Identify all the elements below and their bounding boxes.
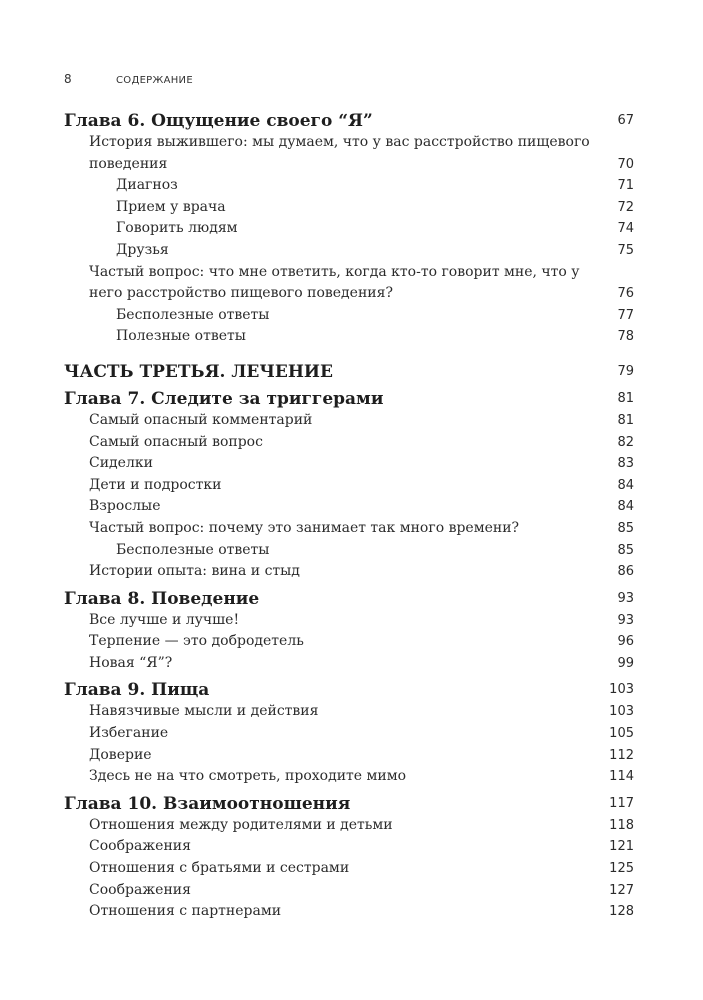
toc-entry-page: 121	[609, 839, 634, 855]
toc-entry-page: 85	[617, 520, 634, 536]
toc-section-entry	[64, 745, 634, 767]
toc-entry-page: 78	[617, 329, 634, 345]
toc-section-entry	[64, 880, 634, 902]
toc-entry-page: 84	[617, 499, 634, 515]
toc-section-entry	[64, 410, 634, 432]
toc-entry-title: Частый вопрос: что мне ответить, когда кто-то говорит мне, что у него расстройство пищевого поведения?	[89, 263, 580, 302]
toc-section-entry	[64, 701, 634, 723]
toc-section-entry	[64, 836, 634, 858]
toc-entry-page: 125	[609, 861, 634, 877]
toc-section-entry	[64, 453, 634, 475]
toc-entry-title: Диагноз	[116, 177, 178, 194]
toc-section-entry	[64, 132, 634, 175]
toc-section-entry	[64, 723, 634, 745]
toc-entry-title: Бесполезные ответы	[116, 306, 270, 323]
toc-entry-title: Истории опыта: вина и стыд	[89, 563, 300, 580]
toc-section-entry	[64, 262, 634, 305]
toc-entry-title: Прием у врача	[116, 198, 226, 215]
toc-section-entry	[64, 766, 634, 788]
toc-entry-title: Говорить людям	[116, 220, 238, 237]
toc-entry-title: Соображения	[89, 881, 191, 898]
toc-entry-title: Самый опасный комментарий	[89, 411, 313, 428]
toc-entry-page: 74	[617, 221, 634, 237]
toc-chapter-heading	[64, 110, 634, 132]
toc-entry-title: ЧАСТЬ ТРЕТЬЯ. ЛЕЧЕНИЕ	[64, 361, 333, 382]
toc-entry-title: Частый вопрос: почему это занимает так много времени?	[89, 519, 520, 536]
running-header	[64, 72, 193, 88]
toc-entry-title: История выжившего: мы думаем, что у вас расстройство пищевого поведения	[89, 134, 590, 172]
toc-entry-page: 105	[609, 726, 634, 742]
toc-entry-page: 81	[617, 390, 634, 406]
toc-entry-page: 75	[617, 242, 634, 258]
toc-entry-title: Отношения с братьями и сестрами	[89, 860, 350, 877]
toc-entry-page: 99	[617, 655, 634, 671]
toc-section-entry	[64, 901, 634, 923]
toc-entry-page: 112	[609, 747, 634, 763]
toc-entry-title: Глава 9. Пища	[64, 680, 210, 701]
toc-entry-page: 103	[609, 682, 634, 698]
toc-entry-page: 85	[617, 542, 634, 558]
toc-section-entry	[64, 561, 634, 583]
toc-section-entry	[64, 432, 634, 454]
toc-entry-page: 79	[617, 363, 634, 379]
toc-entry-page: 77	[617, 307, 634, 323]
toc-chapter-heading	[64, 361, 634, 383]
toc-entry-title: Глава 10. Взаимоотношения	[64, 793, 351, 814]
toc-entry-page: 70	[617, 156, 634, 172]
toc-entry-page: 127	[609, 882, 634, 898]
toc-entry-title: Сиделки	[89, 455, 153, 472]
toc-entry-title: Отношения с партнерами	[89, 903, 282, 920]
toc-chapter-heading	[64, 679, 634, 701]
toc-subsection-entry	[64, 197, 634, 219]
toc-entry-title: Глава 6. Ощущение своего “Я”	[64, 111, 373, 131]
toc-section-entry	[64, 518, 634, 540]
toc-entry-page: 93	[617, 612, 634, 628]
toc-section-entry	[64, 858, 634, 880]
toc-chapter-heading	[64, 588, 634, 610]
toc-entry-title: Избегание	[89, 725, 169, 742]
toc-entry-title: Дети и подростки	[89, 476, 222, 493]
toc-entry-title: Отношения между родителями и детьми	[89, 816, 393, 833]
toc-entry-title: Самый опасный вопрос	[89, 433, 263, 450]
toc-subsection-entry	[64, 326, 634, 348]
toc-entry-title: Доверие	[89, 746, 152, 763]
toc-entry-title: Соображения	[89, 838, 191, 855]
toc-entry-title: Все лучше и лучше!	[89, 611, 240, 628]
toc-entry-page: 67	[617, 113, 634, 128]
toc-entry-page: 86	[617, 564, 634, 580]
toc-entry-page: 93	[617, 590, 634, 606]
toc-entry-title: Друзья	[116, 241, 169, 258]
toc-entry-page: 72	[617, 199, 634, 215]
toc-chapter-heading	[64, 388, 634, 410]
toc-entry-title: Глава 8. Поведение	[64, 588, 260, 609]
table-of-contents	[64, 110, 634, 923]
toc-section-entry	[64, 631, 634, 653]
toc-entry-page: 76	[617, 286, 634, 302]
toc-section-entry	[64, 610, 634, 632]
toc-entry-title: Новая “Я”?	[89, 654, 173, 671]
toc-entry-title: Глава 7. Следите за триггерами	[64, 388, 384, 409]
page-number: 8	[64, 72, 72, 86]
toc-entry-page: 118	[609, 817, 634, 833]
toc-entry-title: Терпение — это добродетель	[89, 633, 304, 650]
toc-entry-page: 83	[617, 456, 634, 472]
toc-entry-page: 128	[609, 904, 634, 920]
toc-subsection-entry	[64, 218, 634, 240]
toc-subsection-entry	[64, 240, 634, 262]
toc-entry-title: Навязчивые мысли и действия	[89, 703, 319, 720]
toc-subsection-entry	[64, 305, 634, 327]
toc-entry-title: Полезные ответы	[116, 328, 246, 345]
toc-entry-title: Здесь не на что смотреть, проходите мимо	[89, 768, 407, 785]
toc-entry-page: 84	[617, 477, 634, 493]
toc-entry-page: 114	[609, 769, 634, 785]
toc-entry-page: 103	[609, 704, 634, 720]
toc-section-entry	[64, 815, 634, 837]
toc-section-entry	[64, 496, 634, 518]
toc-entry-page: 71	[617, 178, 634, 194]
toc-entry-page: 117	[609, 795, 634, 811]
toc-entry-page: 81	[617, 412, 634, 428]
toc-section-entry	[64, 653, 634, 675]
toc-entry-page: 96	[617, 634, 634, 650]
toc-chapter-heading	[64, 793, 634, 815]
toc-entry-title: Бесполезные ответы	[116, 541, 270, 558]
toc-entry-title: Взрослые	[89, 498, 161, 515]
toc-entry-page: 82	[617, 434, 634, 450]
section-title: СОДЕРЖАНИЕ	[116, 75, 193, 86]
toc-section-entry	[64, 475, 634, 497]
toc-subsection-entry	[64, 540, 634, 562]
toc-subsection-entry	[64, 175, 634, 197]
